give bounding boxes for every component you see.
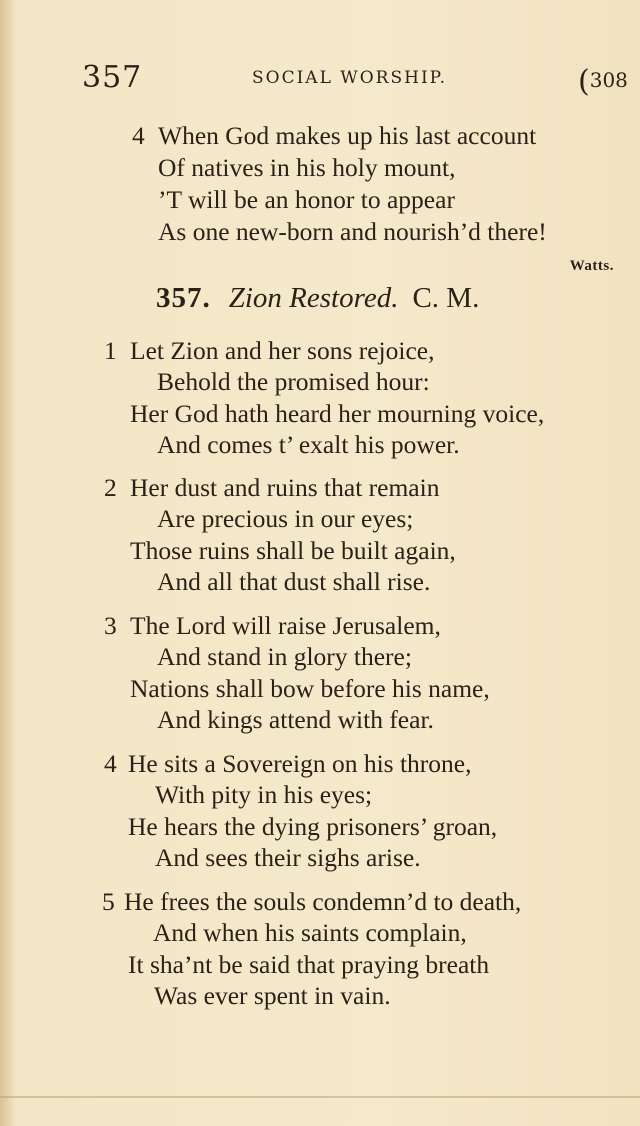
stanza-number: 5 (102, 887, 115, 916)
page-header (0, 60, 640, 100)
verse-line: When God makes up his last account (158, 121, 537, 150)
verse-line: Her God hath heard her mourning voice, (130, 399, 545, 428)
verse-line: Nations shall bow before his name, (130, 674, 490, 703)
verse-line: Behold the promised hour: (157, 367, 430, 396)
verse-line: And all that dust shall rise. (157, 567, 431, 596)
verse-line: With pity in his eyes; (155, 780, 373, 809)
verse-line: Let Zion and her sons rejoice, (130, 336, 435, 365)
verse-line: Are precious in our eyes; (157, 504, 414, 533)
verse-line: And when his saints complain, (153, 918, 467, 947)
verse-line: Those ruins shall be built again, (130, 536, 456, 565)
verse-line: He hears the dying prisoners’ groan, (128, 812, 498, 841)
hymn-reference (578, 64, 628, 99)
verse-line: Of natives in his holy mount, (158, 153, 456, 182)
hymn-heading (156, 282, 479, 315)
hymn-number: 357. (156, 282, 211, 314)
stanza-number: 4 (132, 121, 145, 150)
verse-line: Her dust and ruins that remain (130, 473, 440, 502)
hymn-reference-number: 308 (589, 68, 628, 92)
verse-line: And sees their sighs arise. (155, 843, 421, 872)
verse-line: Was ever spent in vain. (154, 981, 391, 1010)
verse-line: He sits a Sovereign on his throne, (128, 749, 472, 778)
author-attribution: Watts. (569, 258, 614, 274)
verse-line: The Lord will raise Jerusalem, (130, 611, 441, 640)
page-bottom-edge (0, 1096, 640, 1098)
bracket-glyph: ( (578, 64, 590, 99)
page-number: 357 (82, 60, 143, 95)
verse-line: He frees the souls condemn’d to death, (124, 887, 522, 916)
verse-line: And stand in glory there; (157, 642, 412, 671)
verse-line: As one new-born and nourish’d there! (158, 217, 547, 246)
verse-line: ’T will be an honor to appear (158, 185, 455, 214)
stanza-number: 4 (104, 749, 117, 778)
verse-line: It sha’nt be said that praying breath (128, 950, 490, 979)
running-title: SOCIAL WORSHIP. (252, 68, 448, 88)
stanza-number: 3 (104, 611, 117, 640)
hymn-title: Zion Restored. (228, 282, 399, 314)
hymn-meter: C. M. (412, 282, 480, 314)
verse-line: And kings attend with fear. (157, 705, 434, 734)
stanza-number: 2 (104, 473, 117, 502)
stanza-number: 1 (104, 336, 117, 365)
verse-line: And comes t’ exalt his power. (157, 430, 460, 459)
page-edge-shadow (0, 0, 14, 1126)
